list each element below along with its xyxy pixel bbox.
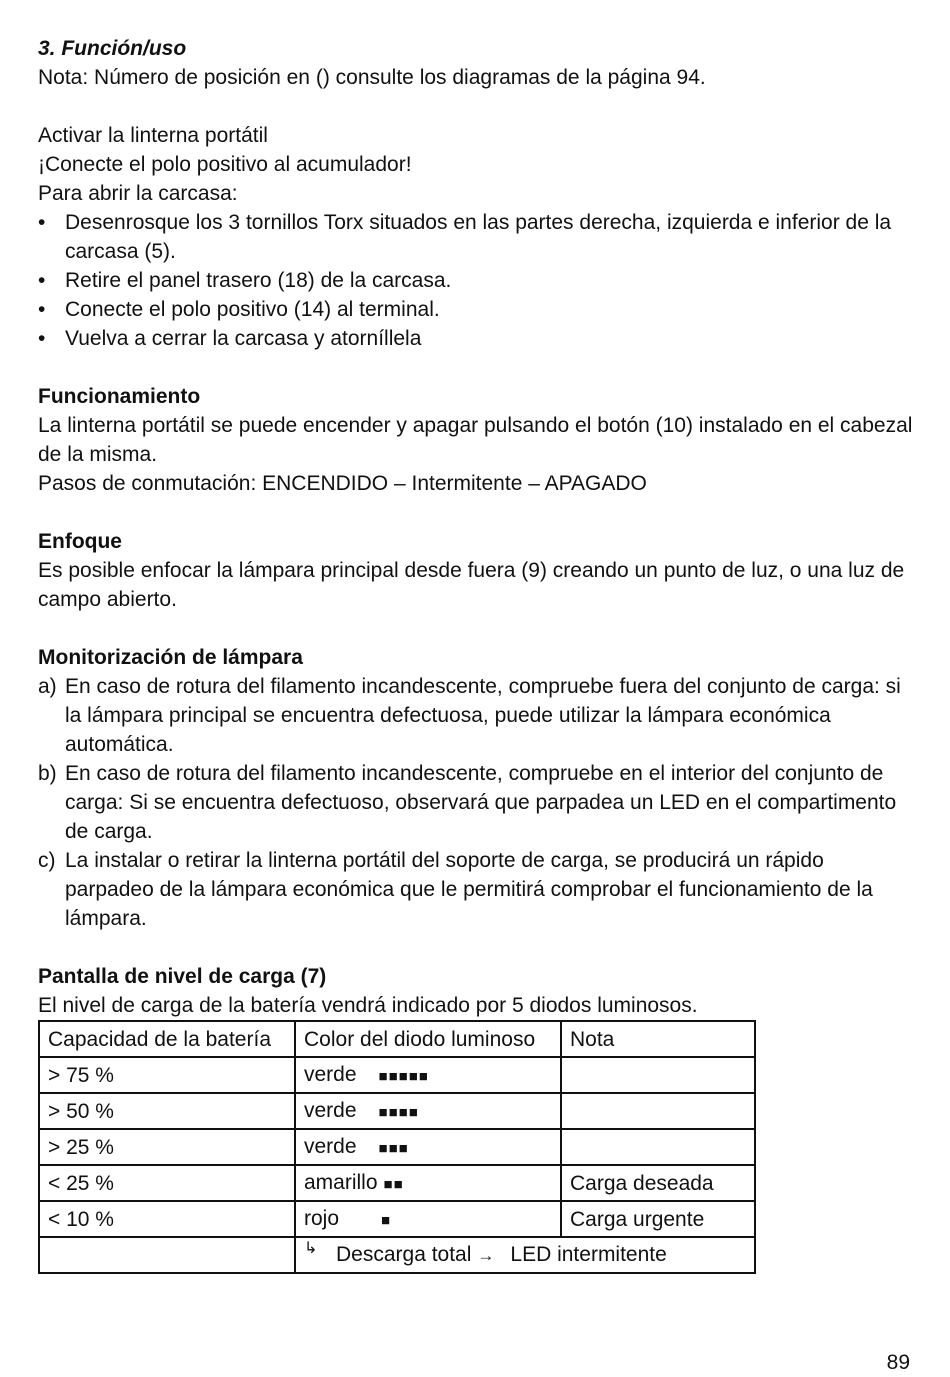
operation-text: La linterna portátil se puede encender y apagar pulsando el botón (10) instalado en el cabezal de la misma. <box>38 414 913 466</box>
operation-heading: Funcionamiento <box>38 385 201 408</box>
table-row <box>39 1093 755 1129</box>
color-label: amarillo <box>304 1170 378 1194</box>
list-item <box>38 208 918 266</box>
bullet-mark: • <box>38 298 46 321</box>
item-mark: c) <box>38 849 56 872</box>
note-cell <box>561 1129 755 1165</box>
list-item <box>38 672 918 759</box>
discharge-label: Descarga total <box>336 1243 472 1266</box>
bullet-mark: • <box>38 269 46 292</box>
note-cell <box>561 1057 755 1093</box>
list-item <box>38 759 918 846</box>
led-indicator-icon: ■■■■ <box>378 1103 419 1121</box>
discharge-result: LED intermitente <box>510 1243 667 1266</box>
item-mark: a) <box>38 675 57 698</box>
table-row <box>39 1237 755 1273</box>
table-row <box>39 1201 755 1237</box>
header-note: Nota <box>561 1021 755 1057</box>
focus-heading: Enfoque <box>38 530 122 553</box>
note-cell: Carga deseada <box>561 1165 755 1201</box>
charge-level-table <box>38 1020 756 1274</box>
led-indicator-icon: ■■■■■ <box>378 1067 429 1085</box>
color-label: verde <box>304 1098 357 1122</box>
bullet-mark: • <box>38 211 46 234</box>
capacity-cell: > 50 % <box>39 1093 295 1129</box>
color-cell <box>295 1057 561 1093</box>
note-cell: Carga urgente <box>561 1201 755 1237</box>
list-item <box>38 324 918 353</box>
focus-text: Es posible enfocar la lámpara principal desde fuera (9) creando un punto de luz, o una luz de campo abierto. <box>38 559 905 611</box>
activate-warning: ¡Conecte el polo positivo al acumulador! <box>38 153 412 176</box>
section-title: 3. Función/uso <box>38 37 187 60</box>
charge-text: El nivel de carga de la batería vendrá indicado por 5 diodos luminosos. <box>38 994 698 1017</box>
note-cell <box>561 1093 755 1129</box>
color-label: verde <box>304 1062 357 1086</box>
table-row <box>39 1057 755 1093</box>
led-indicator-icon: ■■ <box>383 1175 404 1193</box>
bullet-text: Retire el panel trasero (18) de la carcasa. <box>65 269 452 292</box>
item-text: En caso de rotura del filamento incandescente, compruebe fuera del conjunto de carga: si la lámpara principal se encuentra defectuosa, puede utilizar la lámpara económica automática. <box>65 675 901 756</box>
color-cell <box>295 1201 561 1237</box>
capacity-cell: > 75 % <box>39 1057 295 1093</box>
monitoring-list <box>38 672 918 933</box>
led-indicator-icon: ■■■ <box>378 1139 409 1157</box>
led-indicator-icon: ■ <box>381 1211 392 1229</box>
table-row <box>39 1165 755 1201</box>
activate-heading: Activar la linterna portátil <box>38 124 268 147</box>
empty-cell <box>39 1237 295 1273</box>
color-cell <box>295 1129 561 1165</box>
color-cell <box>295 1093 561 1129</box>
header-capacity: Capacidad de la batería <box>39 1021 295 1057</box>
bullet-text: Conecte el polo positivo (14) al terminal. <box>65 298 440 321</box>
discharge-cell <box>295 1237 755 1273</box>
item-mark: b) <box>38 762 57 785</box>
capacity-cell: < 10 % <box>39 1201 295 1237</box>
operation-steps: Pasos de conmutación: ENCENDIDO – Intermitente – APAGADO <box>38 472 647 495</box>
activate-intro: Para abrir la carcasa: <box>38 182 238 205</box>
color-label: rojo <box>304 1206 340 1230</box>
page-number: 89 <box>886 1351 910 1374</box>
capacity-cell: > 25 % <box>39 1129 295 1165</box>
section-note: Nota: Número de posición en () consulte los diagramas de la página 94. <box>38 66 706 89</box>
table-header-row <box>39 1021 755 1057</box>
hook-arrow-icon: ↳ <box>304 1240 318 1257</box>
right-arrow-icon: → <box>477 1246 495 1265</box>
header-color: Color del diodo luminoso <box>295 1021 561 1057</box>
list-item <box>38 266 918 295</box>
item-text: En caso de rotura del filamento incandescente, compruebe en el interior del conjunto de carga: Si se encuentra defectuoso, observará que parpadea un LED en el compartimento de carga. <box>65 762 897 843</box>
item-text: La instalar o retirar la linterna portátil del soporte de carga, se producirá un rápido parpadeo de la lámpara económica que le permitirá comprobar el funcionamiento de la lámpara. <box>65 849 873 930</box>
capacity-cell: < 25 % <box>39 1165 295 1201</box>
color-cell <box>295 1165 561 1201</box>
monitoring-heading: Monitorización de lámpara <box>38 646 303 669</box>
bullet-list <box>38 208 918 353</box>
list-item <box>38 846 918 933</box>
charge-heading: Pantalla de nivel de carga (7) <box>38 965 327 988</box>
bullet-text: Vuelva a cerrar la carcasa y atorníllela <box>65 327 422 350</box>
bullet-mark: • <box>38 327 46 350</box>
bullet-text: Desenrosque los 3 tornillos Torx situados en las partes derecha, izquierda e inferior de la carcasa (5). <box>65 211 892 263</box>
color-label: verde <box>304 1134 357 1158</box>
table-row <box>39 1129 755 1165</box>
document-body <box>38 34 918 1020</box>
list-item <box>38 295 918 324</box>
